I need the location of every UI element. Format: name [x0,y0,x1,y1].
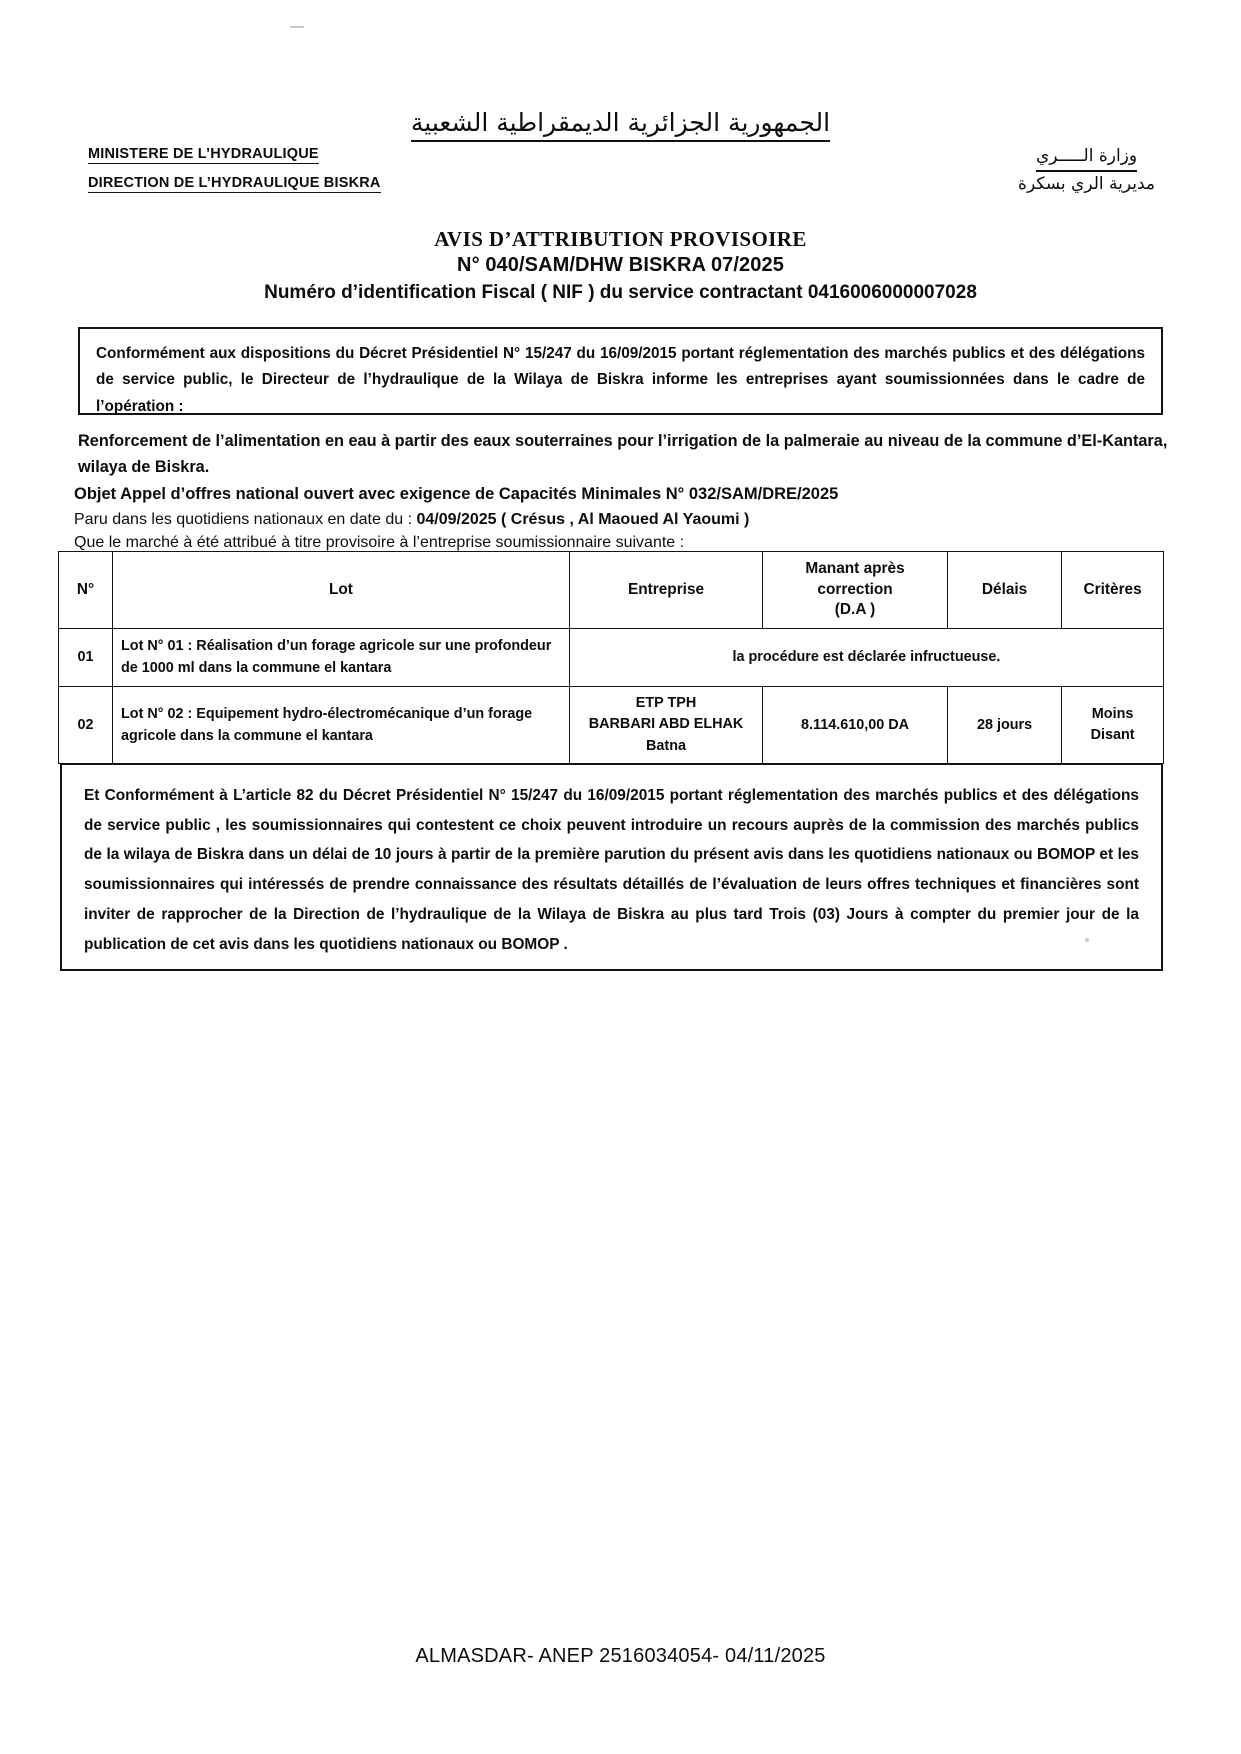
row-2-montant: 8.114.610,00 DA [763,686,948,764]
col-header-lot: Lot [113,552,570,629]
row-2-entreprise-line-3: Batna [646,737,687,754]
row-2-entreprise [569,686,762,764]
recours-text: Et Conformément à L’article 82 du Décret Présidentiel N° 15/247 du 16/09/2015 portant réglementation des marchés publics et des délégations de service public , les soumissionnaires qui contestent ce choix peuvent introduire un recours auprès de la commission des marchés publics de la wilaya de Biskra dans un délai de 10 jours à partir de la première parution du présent avis dans les quotidiens nationaux ou BOMOP et les soumissionnaires qui intéressés de prendre connaissance des résultats détaillés de l’évaluation de leurs offres techniques et financières sont inviter de rapprocher de la Direction de l’hydraulique de la Wilaya de Biskra au plus tard Trois (03) Jours à compter du premier jour de la publication de cet avis dans les quotidiens nationaux ou BOMOP . [84,787,1139,953]
table-row [59,629,1164,687]
paru-value: 04/09/2025 ( Crésus , Al Maoued Al Yaoumi ) [416,511,750,528]
col-header-montant [763,552,948,629]
notice-number: N° 040/SAM/DHW BISKRA 07/2025 [457,254,784,276]
ministry-block-arabic [1018,144,1155,196]
ministry-arabic-line-1: وزارة الـــــري [1018,144,1155,172]
page-title: AVIS D’ATTRIBUTION PROVISOIRE [434,227,807,251]
ministry-line-1: MINISTERE DE L’HYDRAULIQUE [88,146,319,162]
attribution-table [58,551,1164,764]
row-2-entreprise-line-2: BARBARI ABD ELHAK [588,716,744,733]
paru-prefix: Paru dans les quotidiens nationaux en date du : [74,511,417,528]
award-intro-line: Que le marché à été attribué à titre provisoire à l’entreprise soumissionnaire suivante : [74,534,685,551]
col-header-montant-label: Manant après correction [805,559,905,598]
col-header-montant-unit: (D.A ) [834,601,876,619]
row-1-lot: Lot N° 01 : Réalisation d’un forage agricole sur une profondeur de 1000 ml dans la commune el kantara [113,629,570,687]
col-header-criteres: Critères [1062,552,1164,629]
nif-line: Numéro d’identification Fiscal ( NIF ) du service contractant 0416006000007028 [264,282,977,303]
row-2-criteres-line-2: Disant [1090,727,1135,744]
row-2-lot: Lot N° 02 : Equipement hydro-électromécanique d’un forage agricole dans la commune el kantara [113,686,570,764]
objet-line: Objet Appel d’offres national ouvert avec exigence de Capacités Minimales N° 032/SAM/DRE/2025 [74,485,839,503]
scan-speck [290,26,304,28]
ministry-line-2: DIRECTION DE L’HYDRAULIQUE BISKRA [88,175,381,191]
recours-framed-box [60,763,1163,971]
col-header-num: N° [59,552,113,629]
row-2-entreprise-line-1: ETP TPH [635,694,697,711]
operation-description: Renforcement de l’alimentation en eau à partir des eaux souterraines pour l’irrigation de la palmeraie au niveau de la commune d’El-Kantara, wilaya de Biskra. [78,432,1168,477]
row-2-num: 02 [59,686,113,764]
ministry-block [88,146,381,204]
intro-text: Conformément aux dispositions du Décret Présidentiel N° 15/247 du 16/09/2015 portant réglementation des marchés publics et des délégations de service public, le Directeur de l’hydraulique de la Wilaya de Biskra informe les entreprises ayant soumissionnées dans le cadre de l’opération : [96,345,1145,415]
row-2-criteres [1062,686,1164,764]
footer-reference: ALMASDAR- ANEP 2516034054- 04/11/2025 [415,1645,826,1667]
table-row [59,686,1164,764]
ministry-arabic-line-2: مديرية الري بسكرة [1018,173,1155,194]
col-header-entreprise: Entreprise [569,552,762,629]
table-header-row [59,552,1164,629]
row-2-delais: 28 jours [947,686,1061,764]
intro-framed-box [78,327,1163,415]
national-title-arabic: الجمهورية الجزائرية الديمقراطية الشعبية [0,108,1241,138]
row-1-result: la procédure est déclarée infructueuse. [569,629,1163,687]
row-1-num: 01 [59,629,113,687]
row-2-criteres-line-1: Moins [1091,706,1134,723]
col-header-delais: Délais [947,552,1061,629]
